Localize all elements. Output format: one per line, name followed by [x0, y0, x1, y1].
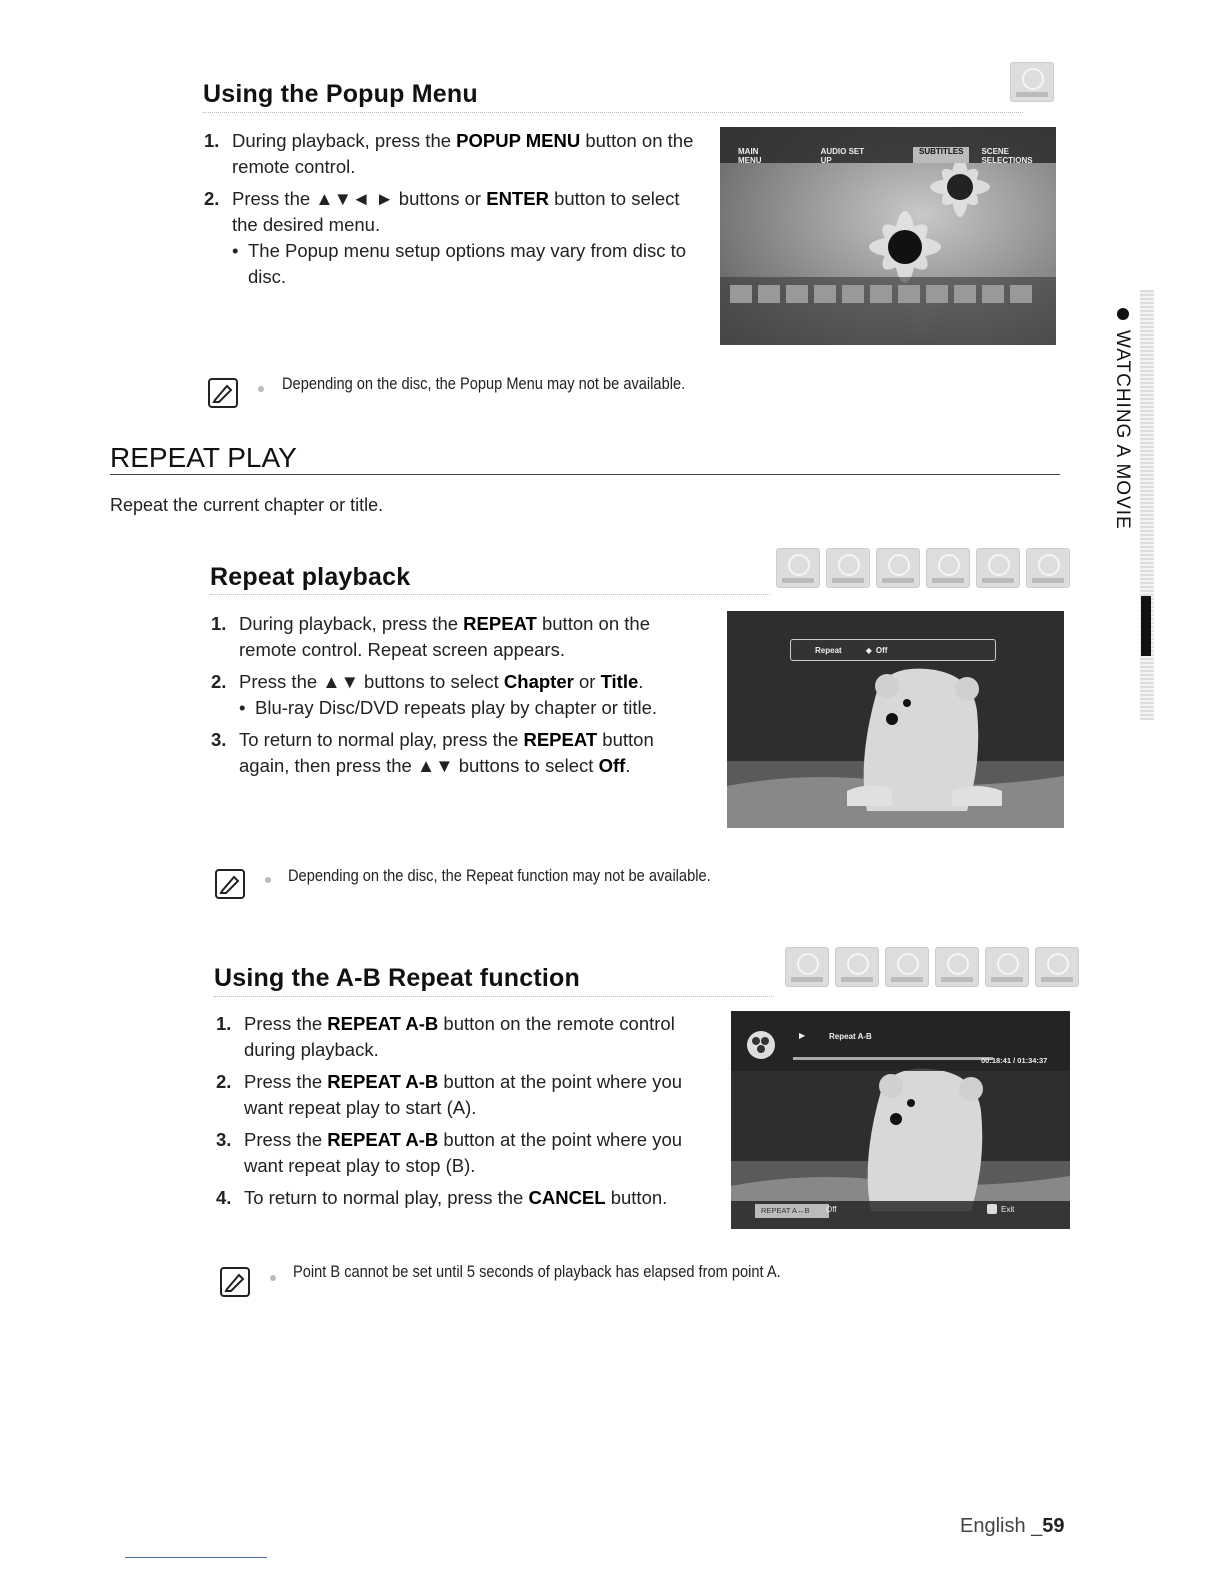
repeat-play-title: REPEAT PLAY [110, 442, 297, 473]
dvd-video-icon [876, 548, 920, 588]
divx-icon [1035, 947, 1079, 987]
ab-step-1: 1. Press the REPEAT A-B button on the remote control during playback. [216, 1013, 675, 1060]
ab-osd-off[interactable]: Off [826, 1205, 837, 1214]
repeat-play-intro: Repeat the current chapter or title. [110, 495, 384, 515]
ab-step-3: 3. Press the REPEAT A-B button at the point where you want repeat play to stop (B). [216, 1129, 683, 1176]
note-marker [265, 877, 271, 883]
popup-steps [204, 128, 699, 296]
ab-osd-mode[interactable]: REPEAT A↔B [755, 1204, 829, 1218]
polar-bear-image [731, 1011, 1070, 1229]
menu-main[interactable]: MAIN MENU [738, 147, 762, 165]
note-marker [270, 1275, 276, 1281]
repeat-step-2: 2. Press the ▲▼ buttons to select Chapter or Title. • Blu-ray Disc/DVD repeats play by chapter or title. [211, 669, 681, 721]
repeat-screenshot [727, 611, 1064, 828]
note-icon [208, 378, 238, 408]
repeat-steps [211, 611, 681, 785]
ab-osd-title: Repeat A-B [829, 1032, 872, 1041]
popup-disc-icons [1010, 62, 1054, 102]
menu-scene[interactable]: SCENE SELECTIONS [981, 147, 1033, 165]
play-icon: ▶ [799, 1031, 806, 1040]
popup-step-2: 2. Press the ▲▼◄ ► buttons or ENTER button to select the desired menu. • The Popup menu setup options may vary from disc to disc. [204, 186, 699, 290]
popup-bullet: • The Popup menu setup options may vary from disc to disc. [232, 238, 699, 290]
ab-note: Point B cannot be set until 5 seconds of playback has elapsed from point A. [293, 1262, 781, 1281]
repeat-osd-label: Repeat [815, 645, 842, 655]
divx-icon [1026, 548, 1070, 588]
popup-title-rule [203, 112, 1023, 113]
dvd-video-icon [885, 947, 929, 987]
repeat-bullet: • Blu-ray Disc/DVD repeats play by chapter or title. [239, 695, 681, 721]
bd-re-icon [835, 947, 879, 987]
side-tab-marker [1141, 596, 1151, 656]
repeat-playback-title: Repeat playback [210, 563, 411, 591]
ab-osd-time: 00:18:41 / 01:34:37 [981, 1056, 1048, 1065]
repeat-playback-rule [210, 594, 770, 595]
dvd-r-icon [976, 548, 1020, 588]
page-footer [960, 1515, 1065, 1538]
side-tab-bullet [1117, 308, 1129, 320]
bd-rom-icon [785, 947, 829, 987]
repeat-play-rule [110, 474, 1060, 475]
updown-arrow-icon: ◆ [865, 645, 872, 655]
note-icon [215, 869, 245, 899]
popup-note: Depending on the disc, the Popup Menu may not be available. [282, 374, 686, 393]
footer-link-line [125, 1557, 267, 1558]
dvd-rw-icon [935, 947, 979, 987]
repeat-osd[interactable] [790, 639, 996, 661]
note-icon [220, 1267, 250, 1297]
ab-repeat-rule [214, 996, 774, 997]
ab-step-2: 2. Press the REPEAT A-B button at the point where you want repeat play to start (A). [216, 1071, 683, 1118]
repeat-step-1: 1. During playback, press the REPEAT button on the remote control. Repeat screen appears. [211, 613, 650, 660]
ab-osd-exit[interactable]: Exit [1001, 1205, 1015, 1214]
dvd-r-icon [985, 947, 1029, 987]
dvd-rw-icon [926, 548, 970, 588]
popup-section-title: Using the Popup Menu [203, 80, 478, 108]
repeat-step-3: 3. To return to normal play, press the REPEAT button again, then press the ▲▼ buttons to select Off. [211, 729, 654, 776]
repeat-note: Depending on the disc, the Repeat function may not be available. [288, 866, 711, 885]
bd-rom-icon [776, 548, 820, 588]
menu-audio[interactable]: AUDIO SET UP [820, 147, 865, 165]
footer-lang: English _ [960, 1515, 1043, 1537]
popup-menu-screenshot [720, 127, 1056, 345]
menu-subtitles[interactable]: SUBTITLES [913, 147, 969, 163]
ab-step-4: 4. To return to normal play, press the CANCEL button. [216, 1187, 668, 1208]
bd-disc-icon [1010, 62, 1054, 102]
ab-repeat-title: Using the A-B Repeat function [214, 964, 580, 992]
return-icon [987, 1204, 997, 1214]
ab-disc-icons [785, 947, 1079, 987]
ab-repeat-screenshot [731, 1011, 1070, 1229]
repeat-osd-value[interactable]: Off [875, 645, 888, 655]
bd-re-icon [826, 548, 870, 588]
repeat-disc-icons [776, 548, 1070, 588]
ab-steps [216, 1011, 716, 1217]
popup-step-1: 1. During playback, press the POPUP MENU button on the remote control. [204, 130, 694, 177]
side-tab-label: WATCHING A MOVIE [1112, 330, 1133, 530]
popup-menu-bar [720, 147, 1056, 163]
page-number: 59 [1042, 1515, 1065, 1537]
note-marker [258, 386, 264, 392]
